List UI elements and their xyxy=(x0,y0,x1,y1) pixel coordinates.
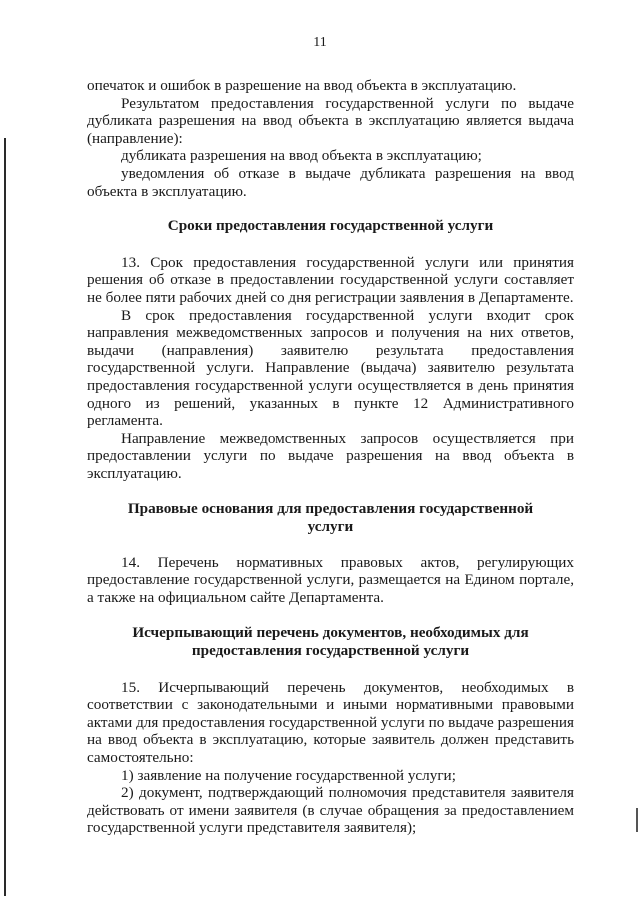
section-heading-docs-wrap xyxy=(87,624,574,659)
paragraph-intro-continued: опечаток и ошибок в разрешение на ввод объекта в эксплуатацию. xyxy=(87,77,517,94)
paragraph-14: 14. Перечень нормативных правовых актов, регулирующих предоставление государственной услуги, размещается на Едином портале, а также на официальном сайте Департамента. xyxy=(87,553,574,606)
paragraph-15: 15. Исчерпывающий перечень документов, необходимых в соответствии с законодательными и иными нормативными правовыми актами для предоставления государственной услуги по выдаче разрешения на ввод объекта в эксплуатацию, которые заявитель должен представить самостоятельно: xyxy=(87,678,574,766)
paragraph-13-b: В срок предоставления государственной услуги входит срок направления межведомственных запросов и получения на них ответов, выдачи (направления) заявителю результата предоставления государственной услуги. Направление (выдача) заявителю результата предоставления государственной услуги осуществляется в день принятия одного из решений, указанных в пункте 12 Административного регламента. xyxy=(87,306,574,430)
scan-right-mark xyxy=(636,808,638,832)
scan-edge-mark xyxy=(4,138,6,896)
paragraph-13: 13. Срок предоставления государственной услуги или принятия решения об отказе в предоставлении государственной услуги составляет не более пяти рабочих дней со дня регистрации заявления в Департаменте. xyxy=(87,253,574,306)
section-heading-terms-wrap xyxy=(87,217,574,235)
paragraph-result: Результатом предоставления государственной услуги по выдаче дубликата разрешения на ввод объекта в эксплуатацию является выдача (направление): xyxy=(87,94,574,147)
section-heading-docs: Исчерпывающий перечень документов, необходимых для предоставления государственной услуги xyxy=(132,624,529,660)
section-heading-terms: Сроки предоставления государственной услуги xyxy=(167,217,494,235)
list-item-1: 1) заявление на получение государственной услуги; xyxy=(121,766,456,784)
document-body xyxy=(87,77,574,837)
list-item-duplicate: дубликата разрешения на ввод объекта в эксплуатацию; xyxy=(121,147,482,165)
section-heading-legal: Правовые основания для предоставления государственной услуги xyxy=(127,500,534,536)
section-heading-legal-wrap xyxy=(87,500,574,535)
list-item-refusal: уведомления об отказе в выдаче дубликата разрешения на ввод объекта в эксплуатацию. xyxy=(87,164,574,200)
page-number: 11 xyxy=(313,35,327,50)
list-item-2: 2) документ, подтверждающий полномочия представителя заявителя действовать от имени заявителя (в случае обращения за предоставлением государственной услуги представителя заявителя); xyxy=(87,784,574,837)
paragraph-13-c: Направление межведомственных запросов осуществляется при предоставлении услуги по выдаче разрешения на ввод объекта в эксплуатацию. xyxy=(87,429,574,482)
